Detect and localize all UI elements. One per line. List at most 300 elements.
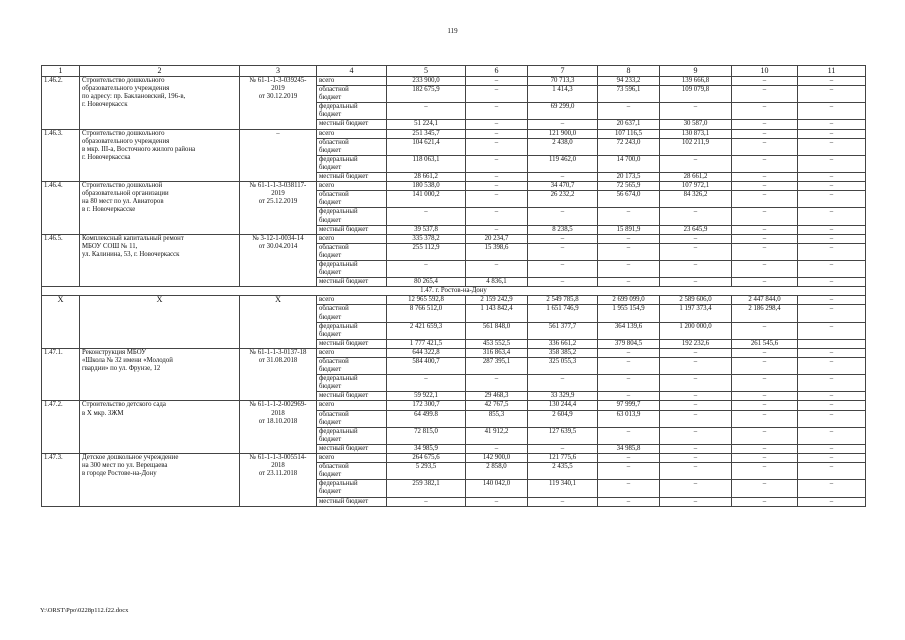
amount-cell: 8 766 512,0 (387, 305, 466, 322)
amount-cell: – (598, 243, 660, 260)
funding-source-label: федеральный бюджет (317, 322, 387, 339)
amount-cell: – (798, 191, 866, 208)
amount-cell: – (466, 155, 528, 172)
amount-cell: 102 211,9 (660, 138, 732, 155)
header-col-1: 1 (42, 66, 80, 77)
item-number: 1.46.4. (42, 182, 80, 235)
amount-cell: 1 200 000,0 (660, 322, 732, 339)
amount-cell: 1 777 421,5 (387, 339, 466, 348)
funding-source-label: местный бюджет (317, 278, 387, 287)
amount-cell (798, 339, 866, 348)
header-col-8: 8 (598, 66, 660, 77)
amount-cell: – (466, 129, 528, 138)
amount-cell: 1 955 154,9 (598, 305, 660, 322)
amount-cell: – (798, 375, 866, 392)
amount-cell: 30 587,0 (660, 120, 732, 129)
amount-cell: 39 537,8 (387, 225, 466, 234)
amount-cell: 15 398,6 (466, 243, 528, 260)
funding-source-label: местный бюджет (317, 497, 387, 506)
amount-cell: 41 912,2 (466, 427, 528, 444)
amount-cell: – (660, 243, 732, 260)
amount-cell: – (732, 191, 798, 208)
funding-source-label: областной бюджет (317, 358, 387, 375)
amount-cell: – (798, 296, 866, 305)
amount-cell: 325 055,3 (528, 358, 598, 375)
expertise-document: № 61-1-1-3-038117- 2019 от 25.12.2019 (240, 182, 317, 235)
amount-cell: 2 435,5 (528, 463, 598, 480)
amount-cell: – (598, 260, 660, 277)
amount-cell: – (660, 103, 732, 120)
amount-cell: 364 139,6 (598, 322, 660, 339)
amount-cell: 109 079,8 (660, 86, 732, 103)
amount-cell: – (732, 401, 798, 410)
amount-cell: 379 804,5 (598, 339, 660, 348)
amount-cell: 182 675,9 (387, 86, 466, 103)
amount-cell: – (598, 392, 660, 401)
header-col-3: 3 (240, 66, 317, 77)
table-row (42, 129, 866, 138)
amount-cell: – (660, 348, 732, 357)
footer-file-path: Y:\ORST\Ppo\0228p112.f22.docx (40, 607, 129, 614)
amount-cell: – (528, 278, 598, 287)
amount-cell: – (798, 480, 866, 497)
expertise-document: № 61-1-1-3-0137-18 от 31.08.2018 (240, 348, 317, 401)
amount-cell: – (598, 358, 660, 375)
amount-cell: 130 244,4 (528, 401, 598, 410)
amount-cell: – (466, 191, 528, 208)
amount-cell: – (660, 427, 732, 444)
object-name: Строительство дошкольной образовательной организации на 80 мест по ул. Авиаторов в г. Новочеркасске (80, 182, 240, 235)
amount-cell: – (660, 401, 732, 410)
amount-cell: 1 197 373,4 (660, 305, 732, 322)
funding-source-label: федеральный бюджет (317, 155, 387, 172)
amount-cell: 192 232,6 (660, 339, 732, 348)
amount-cell: – (598, 497, 660, 506)
amount-cell: 121 775,6 (528, 454, 598, 463)
amount-cell: – (598, 375, 660, 392)
amount-cell: – (798, 243, 866, 260)
amount-cell: 130 873,1 (660, 129, 732, 138)
amount-cell: – (732, 77, 798, 86)
amount-cell: 180 538,0 (387, 182, 466, 191)
amount-cell: 107 116,5 (598, 129, 660, 138)
amount-cell: 14 700,0 (598, 155, 660, 172)
amount-cell: 29 468,3 (466, 392, 528, 401)
amount-cell: 20 234,7 (466, 234, 528, 243)
amount-cell: – (660, 463, 732, 480)
amount-cell: – (732, 182, 798, 191)
table-row (42, 77, 866, 86)
amount-cell: – (798, 208, 866, 225)
amount-cell: 1 143 842,4 (466, 305, 528, 322)
table-row (42, 234, 866, 243)
funding-source-label: местный бюджет (317, 392, 387, 401)
amount-cell: – (528, 497, 598, 506)
expertise-document: – (240, 129, 317, 182)
funding-source-label: местный бюджет (317, 339, 387, 348)
amount-cell: – (660, 497, 732, 506)
amount-cell: 251 345,7 (387, 129, 466, 138)
amount-cell: – (660, 454, 732, 463)
header-col-11: 11 (798, 66, 866, 77)
amount-cell: – (732, 427, 798, 444)
amount-cell: – (732, 138, 798, 155)
amount-cell: – (528, 208, 598, 225)
header-col-10: 10 (732, 66, 798, 77)
amount-cell: – (466, 260, 528, 277)
table-body (42, 77, 866, 507)
amount-cell: 261 545,6 (732, 339, 798, 348)
amount-cell: – (660, 278, 732, 287)
table-row (42, 182, 866, 191)
table-row (42, 348, 866, 357)
item-number: 1.46.2. (42, 77, 80, 130)
funding-source-label: местный бюджет (317, 225, 387, 234)
funding-source-label: федеральный бюджет (317, 427, 387, 444)
section-header-row (42, 287, 866, 296)
amount-cell: 644 322,8 (387, 348, 466, 357)
funding-source-label: федеральный бюджет (317, 260, 387, 277)
item-number: 1.47.2. (42, 401, 80, 454)
amount-cell: – (660, 410, 732, 427)
amount-cell: – (387, 260, 466, 277)
amount-cell: 97 999,7 (598, 401, 660, 410)
amount-cell: 2 447 844,0 (732, 296, 798, 305)
funding-source-label: всего (317, 454, 387, 463)
amount-cell: – (387, 497, 466, 506)
funding-source-label: федеральный бюджет (317, 480, 387, 497)
funding-source-label: всего (317, 401, 387, 410)
amount-cell: – (798, 86, 866, 103)
amount-cell: – (798, 444, 866, 453)
amount-cell: – (732, 278, 798, 287)
amount-cell: 4 836,1 (466, 278, 528, 287)
amount-cell: 70 713,3 (528, 77, 598, 86)
funding-source-label: федеральный бюджет (317, 375, 387, 392)
header-col-5: 5 (387, 66, 466, 77)
amount-cell: – (798, 260, 866, 277)
item-number: 1.46.5. (42, 234, 80, 287)
amount-cell: 561 377,7 (528, 322, 598, 339)
funding-source-label: областной бюджет (317, 86, 387, 103)
amount-cell: – (598, 480, 660, 497)
amount-cell: 121 900,0 (528, 129, 598, 138)
amount-cell: – (732, 173, 798, 182)
budget-table (41, 65, 866, 507)
amount-cell: – (466, 225, 528, 234)
amount-cell: – (798, 103, 866, 120)
header-col-7: 7 (528, 66, 598, 77)
funding-source-label: всего (317, 234, 387, 243)
amount-cell: 127 639,5 (528, 427, 598, 444)
amount-cell: – (387, 375, 466, 392)
amount-cell: 2 549 785,8 (528, 296, 598, 305)
amount-cell: 119 462,0 (528, 155, 598, 172)
amount-cell: – (466, 208, 528, 225)
amount-cell: – (660, 208, 732, 225)
object-name: Строительство детского сада в Х мкр. ЗЖМ (80, 401, 240, 454)
amount-cell: – (798, 348, 866, 357)
budget-table-container (41, 65, 865, 507)
amount-cell: 20 637,1 (598, 120, 660, 129)
funding-source-label: всего (317, 77, 387, 86)
expertise-document: Х (240, 296, 317, 349)
amount-cell: – (798, 392, 866, 401)
amount-cell: – (798, 278, 866, 287)
amount-cell: – (466, 173, 528, 182)
amount-cell: 233 900,0 (387, 77, 466, 86)
amount-cell: – (798, 322, 866, 339)
amount-cell: – (598, 278, 660, 287)
amount-cell: 335 378,2 (387, 234, 466, 243)
amount-cell: – (732, 480, 798, 497)
amount-cell: 5 293,5 (387, 463, 466, 480)
amount-cell: – (660, 480, 732, 497)
funding-source-label: местный бюджет (317, 120, 387, 129)
amount-cell: 561 848,0 (466, 322, 528, 339)
amount-cell: – (660, 155, 732, 172)
expertise-document: № 61-1-1-2-002969- 2018 от 18.10.2018 (240, 401, 317, 454)
amount-cell: 69 299,0 (528, 103, 598, 120)
funding-source-label: всего (317, 129, 387, 138)
amount-cell: – (798, 358, 866, 375)
amount-cell: 2 438,0 (528, 138, 598, 155)
amount-cell: – (732, 358, 798, 375)
amount-cell: 2 159 242,9 (466, 296, 528, 305)
amount-cell: 140 042,0 (466, 480, 528, 497)
amount-cell: – (528, 234, 598, 243)
amount-cell: – (798, 401, 866, 410)
expertise-document: № 3-12-1-0034-14 от 30.04.2014 (240, 234, 317, 287)
amount-cell: 42 767,5 (466, 401, 528, 410)
funding-source-label: местный бюджет (317, 444, 387, 453)
amount-cell: – (732, 322, 798, 339)
amount-cell: – (598, 454, 660, 463)
amount-cell: 51 224,1 (387, 120, 466, 129)
amount-cell: – (660, 234, 732, 243)
amount-cell: 1 414,3 (528, 86, 598, 103)
funding-source-label: местный бюджет (317, 173, 387, 182)
amount-cell: – (387, 208, 466, 225)
amount-cell: – (660, 260, 732, 277)
amount-cell: – (387, 103, 466, 120)
amount-cell: – (598, 427, 660, 444)
amount-cell: – (798, 463, 866, 480)
amount-cell: – (798, 497, 866, 506)
amount-cell: 23 645,9 (660, 225, 732, 234)
amount-cell: 2 421 659,3 (387, 322, 466, 339)
amount-cell: – (732, 225, 798, 234)
amount-cell: – (598, 208, 660, 225)
table-row (42, 296, 866, 305)
amount-cell: – (660, 392, 732, 401)
amount-cell: 59 922,1 (387, 392, 466, 401)
amount-cell: – (466, 120, 528, 129)
amount-cell: 80 265,4 (387, 278, 466, 287)
amount-cell: – (732, 392, 798, 401)
amount-cell: – (660, 444, 732, 453)
amount-cell: 72 815,0 (387, 427, 466, 444)
amount-cell: 104 621,4 (387, 138, 466, 155)
funding-source-label: всего (317, 296, 387, 305)
amount-cell: – (798, 129, 866, 138)
header-col-6: 6 (466, 66, 528, 77)
item-number: 1.47.3. (42, 454, 80, 507)
amount-cell: 2 858,0 (466, 463, 528, 480)
object-name: Х (80, 296, 240, 349)
amount-cell: 141 000,2 (387, 191, 466, 208)
amount-cell: – (798, 305, 866, 322)
page-number: 119 (447, 27, 458, 35)
funding-source-label: областной бюджет (317, 243, 387, 260)
amount-cell: – (798, 138, 866, 155)
amount-cell: 358 385,2 (528, 348, 598, 357)
amount-cell: 2 699 099,0 (598, 296, 660, 305)
amount-cell: 316 863,4 (466, 348, 528, 357)
amount-cell: 118 063,1 (387, 155, 466, 172)
amount-cell: – (732, 103, 798, 120)
object-name: Детское дошкольное учреждение на 300 мест по ул. Верещаева в городе Ростове-на-Дону (80, 454, 240, 507)
amount-cell: – (732, 155, 798, 172)
amount-cell: – (528, 173, 598, 182)
amount-cell: 8 238,5 (528, 225, 598, 234)
amount-cell: 26 232,2 (528, 191, 598, 208)
expertise-document: № 61-1-1-3-039245- 2019 от 30.12.2019 (240, 77, 317, 130)
amount-cell: – (732, 375, 798, 392)
amount-cell: – (732, 208, 798, 225)
item-number: Х (42, 296, 80, 349)
amount-cell: 28 661,2 (387, 173, 466, 182)
amount-cell: – (732, 410, 798, 427)
object-name: Комплексный капитальный ремонт МБОУ СОШ № 11, ул. Калинина, 53, г. Новочеркасск (80, 234, 240, 287)
amount-cell: 34 470,7 (528, 182, 598, 191)
amount-cell: – (466, 77, 528, 86)
amount-cell: – (798, 234, 866, 243)
amount-cell: – (732, 348, 798, 357)
amount-cell: 15 891,9 (598, 225, 660, 234)
amount-cell: – (798, 77, 866, 86)
amount-cell: 259 382,1 (387, 480, 466, 497)
amount-cell: 20 173,5 (598, 173, 660, 182)
funding-source-label: областной бюджет (317, 410, 387, 427)
section-title: 1.47. г. Ростов-на-Дону (42, 287, 866, 296)
amount-cell: – (660, 358, 732, 375)
amount-cell: – (732, 234, 798, 243)
amount-cell: 72 243,0 (598, 138, 660, 155)
amount-cell: 336 661,2 (528, 339, 598, 348)
amount-cell: – (798, 427, 866, 444)
table-row (42, 454, 866, 463)
amount-cell: – (528, 243, 598, 260)
amount-cell: 28 661,2 (660, 173, 732, 182)
amount-cell: 172 300,7 (387, 401, 466, 410)
amount-cell: – (732, 260, 798, 277)
header-col-2: 2 (80, 66, 240, 77)
amount-cell: – (732, 444, 798, 453)
amount-cell: – (732, 86, 798, 103)
amount-cell: 56 674,0 (598, 191, 660, 208)
funding-source-label: всего (317, 182, 387, 191)
amount-cell: – (598, 348, 660, 357)
funding-source-label: федеральный бюджет (317, 208, 387, 225)
amount-cell: – (466, 103, 528, 120)
amount-cell: – (528, 375, 598, 392)
expertise-document: № 61-1-1-3-005514- 2018 от 23.11.2018 (240, 454, 317, 507)
amount-cell: – (798, 225, 866, 234)
table-row (42, 401, 866, 410)
amount-cell: – (466, 444, 528, 453)
funding-source-label: областной бюджет (317, 138, 387, 155)
amount-cell: – (732, 120, 798, 129)
amount-cell: 63 013,9 (598, 410, 660, 427)
object-name: Реконструкция МБОУ «Школа № 32 имени «Молодой гвардии» по ул. Фрунзе, 12 (80, 348, 240, 401)
column-number-header-row (42, 66, 866, 77)
amount-cell: 287 395,1 (466, 358, 528, 375)
amount-cell: – (732, 497, 798, 506)
amount-cell: – (598, 103, 660, 120)
amount-cell: – (798, 182, 866, 191)
amount-cell: – (528, 444, 598, 453)
amount-cell: – (466, 182, 528, 191)
amount-cell: – (732, 454, 798, 463)
amount-cell: – (528, 260, 598, 277)
amount-cell: – (732, 463, 798, 480)
amount-cell: 2 186 298,4 (732, 305, 798, 322)
amount-cell: – (466, 86, 528, 103)
amount-cell: – (598, 463, 660, 480)
header-col-9: 9 (660, 66, 732, 77)
amount-cell: 584 400,7 (387, 358, 466, 375)
item-number: 1.47.1. (42, 348, 80, 401)
object-name: Строительство дошкольного образовательного учреждения по адресу: пр. Баклановский, 196-в, г. Новочеркасск (80, 77, 240, 130)
amount-cell: 119 340,1 (528, 480, 598, 497)
amount-cell: 84 326,2 (660, 191, 732, 208)
funding-source-label: областной бюджет (317, 305, 387, 322)
amount-cell: 34 985,8 (598, 444, 660, 453)
amount-cell: – (598, 234, 660, 243)
funding-source-label: всего (317, 348, 387, 357)
amount-cell: – (466, 138, 528, 155)
amount-cell: 2 589 606,0 (660, 296, 732, 305)
item-number: 1.46.3. (42, 129, 80, 182)
amount-cell: – (660, 375, 732, 392)
amount-cell: 72 565,9 (598, 182, 660, 191)
amount-cell: 139 666,8 (660, 77, 732, 86)
funding-source-label: областной бюджет (317, 191, 387, 208)
amount-cell: – (798, 155, 866, 172)
funding-source-label: федеральный бюджет (317, 103, 387, 120)
amount-cell: 2 604,9 (528, 410, 598, 427)
amount-cell: – (528, 120, 598, 129)
amount-cell: – (732, 243, 798, 260)
amount-cell: 855,3 (466, 410, 528, 427)
amount-cell: 34 985,9 (387, 444, 466, 453)
amount-cell: – (798, 410, 866, 427)
amount-cell: – (732, 129, 798, 138)
amount-cell: 1 651 746,9 (528, 305, 598, 322)
amount-cell: 12 965 592,8 (387, 296, 466, 305)
amount-cell: 255 112,9 (387, 243, 466, 260)
amount-cell: 453 552,5 (466, 339, 528, 348)
amount-cell: 142 900,0 (466, 454, 528, 463)
amount-cell: – (798, 120, 866, 129)
amount-cell: 107 972,1 (660, 182, 732, 191)
amount-cell: – (798, 173, 866, 182)
amount-cell: 94 233,2 (598, 77, 660, 86)
amount-cell: – (466, 497, 528, 506)
funding-source-label: областной бюджет (317, 463, 387, 480)
header-col-4: 4 (317, 66, 387, 77)
